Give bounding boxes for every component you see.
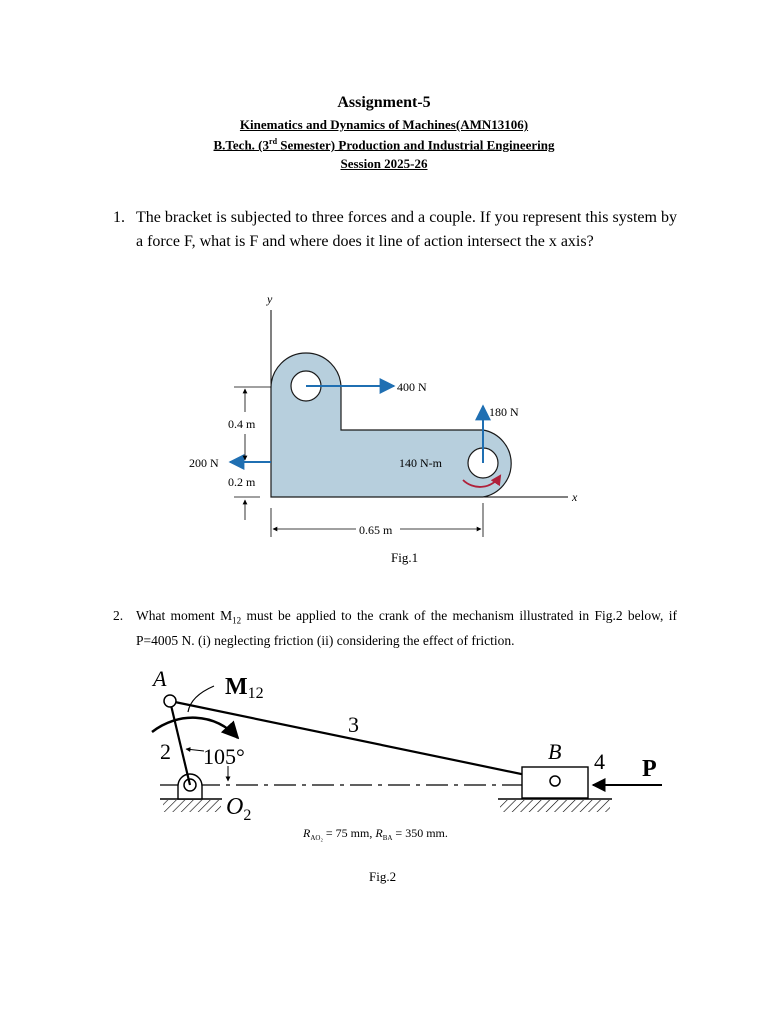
figure-1-caption: Fig.1 (391, 550, 419, 565)
x-axis-label: x (572, 490, 578, 504)
label-a: A (153, 666, 167, 691)
pin-b (550, 776, 560, 786)
dims-r2-sub: BA (382, 834, 393, 842)
moment-arc-arrow (152, 718, 238, 738)
program-suffix: Semester) Production and Industrial Engineering (277, 137, 555, 153)
assignment-title: Assignment-5 (337, 94, 431, 111)
left-ground-hatch (163, 800, 221, 812)
question-1-text: The bracket is subjected to three forces and a couple. If you represent this system by a force F, what is F and where does it line of action intersect the x axis? (136, 209, 677, 250)
session-line: Session 2025-26 (340, 156, 428, 171)
figure-1-bracket (180, 288, 590, 548)
question-1-number: 1. (113, 209, 125, 226)
question-2 (113, 606, 677, 651)
pin-a (164, 695, 176, 707)
label-m: M (225, 674, 248, 700)
program-prefix: B.Tech. (3 (213, 137, 270, 153)
program-sup: rd (269, 137, 278, 146)
dims-r1-sub: AO₂ (310, 834, 323, 842)
dim-04-label: 0.4 m (228, 417, 256, 431)
force-180-label: 180 N (489, 405, 519, 419)
label-o2 (226, 794, 251, 824)
label-o-sub: 2 (243, 807, 252, 824)
angle-arrow-1 (186, 749, 204, 751)
question-2-text-sub: 12 (232, 615, 242, 626)
couple-label: 140 N-m (399, 456, 442, 470)
figure-2-caption: Fig.2 (369, 869, 397, 884)
label-p: P (642, 756, 657, 782)
label-3: 3 (348, 712, 359, 737)
label-o: O (226, 794, 244, 820)
label-4: 4 (594, 749, 605, 774)
label-m12 (225, 674, 264, 702)
label-2: 2 (160, 739, 171, 764)
dimension-text (302, 826, 448, 842)
dim-065-label: 0.65 m (359, 523, 393, 537)
dims-eq2: = 350 mm. (392, 826, 448, 840)
dims-eq1: = 75 mm, (322, 826, 376, 840)
force-200-label: 200 N (189, 456, 219, 470)
label-b: B (548, 739, 562, 764)
program-line (0, 137, 768, 153)
label-m-sub: 12 (247, 685, 264, 702)
crank-link-2 (170, 701, 190, 785)
y-axis-label: y (267, 292, 273, 306)
dim-02-label: 0.2 m (228, 475, 256, 489)
question-2-text-before: What moment M (136, 608, 233, 623)
label-angle: 105° (203, 744, 245, 769)
question-1 (113, 206, 677, 254)
question-2-number: 2. (113, 608, 124, 623)
question-2-text-after: must be applied to the crank of the mechanism illustrated in Fig.2 below, if P=4005 N. (i) neglecting friction (ii) considering the effect of friction. (136, 608, 677, 648)
dims-r1: R (303, 826, 311, 840)
force-400-label: 400 N (397, 380, 427, 394)
right-ground-hatch (500, 800, 610, 812)
question-2-text (136, 606, 677, 651)
dims-r2: R (375, 826, 383, 840)
figure-2-mechanism (150, 660, 670, 860)
course-title: Kinematics and Dynamics of Machines(AMN13106) (239, 117, 529, 132)
